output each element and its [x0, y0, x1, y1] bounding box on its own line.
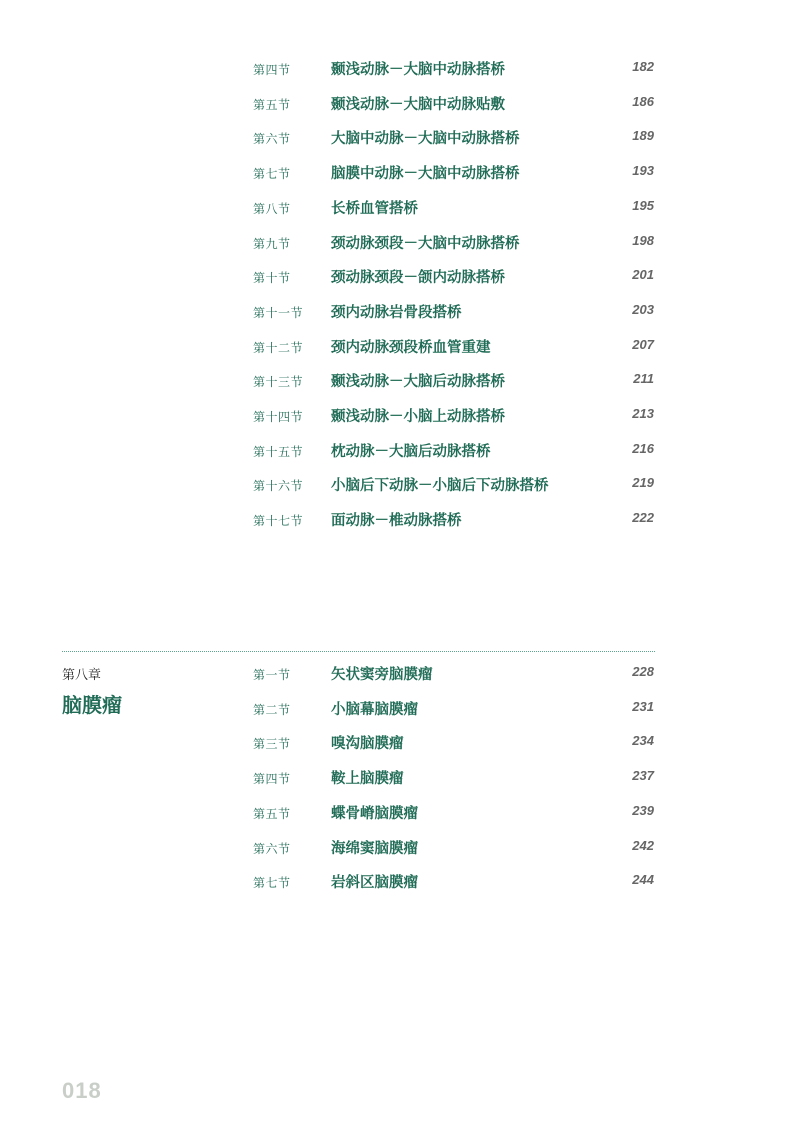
- section-page-number: 207: [632, 336, 654, 352]
- toc-entry[interactable]: [0, 369, 800, 393]
- section-number: 第三节: [253, 737, 291, 752]
- section-number: 第五节: [253, 97, 291, 112]
- section-title[interactable]: 颈动脉颈段－颌内动脉搭桥: [331, 270, 505, 287]
- toc-entry[interactable]: [0, 439, 800, 463]
- section-title[interactable]: 长桥血管搭桥: [331, 200, 418, 217]
- toc-entry[interactable]: [0, 473, 800, 497]
- section-title[interactable]: 颞浅动脉－大脑后动脉搭桥: [331, 374, 505, 391]
- toc-entry[interactable]: [0, 870, 800, 894]
- section-page-number: 189: [632, 128, 654, 144]
- toc-entry[interactable]: [0, 697, 800, 721]
- chapter-label: 第八章: [62, 668, 102, 683]
- section-title[interactable]: 面动脉－椎动脉搭桥: [331, 513, 462, 530]
- toc-entry[interactable]: [0, 836, 800, 860]
- toc-entry[interactable]: [0, 404, 800, 428]
- section-page-number: 242: [632, 837, 654, 853]
- section-page-number: 219: [632, 475, 654, 491]
- section-page-number: 198: [632, 232, 654, 248]
- section-title[interactable]: 颞浅动脉－大脑中动脉搭桥: [331, 62, 505, 78]
- section-title[interactable]: 颈内动脉岩骨段搭桥: [331, 304, 462, 321]
- section-title[interactable]: 小脑后下动脉－小脑后下动脉搭桥: [331, 478, 549, 495]
- section-page-number: 213: [632, 406, 654, 421]
- section-number: 第九节: [253, 236, 291, 251]
- section-number: 第六节: [253, 132, 291, 147]
- toc-entry[interactable]: [0, 57, 800, 81]
- toc-entry[interactable]: [0, 335, 800, 359]
- toc-entry[interactable]: [0, 662, 800, 686]
- section-title[interactable]: 颈动脉颈段－大脑中动脉搭桥: [331, 235, 520, 252]
- section-number: 第十二节: [253, 340, 304, 355]
- section-page-number: 186: [632, 93, 654, 109]
- section-number: 第十七节: [253, 514, 304, 529]
- section-title[interactable]: 小脑幕脑膜瘤: [331, 701, 418, 718]
- section-page-number: 234: [632, 733, 654, 749]
- chapter-divider: [62, 651, 655, 652]
- section-number: 第一节: [253, 668, 291, 682]
- page-number: 018: [62, 1078, 102, 1103]
- toc-entry[interactable]: [0, 126, 800, 150]
- section-page-number: 231: [632, 698, 654, 714]
- toc-entry[interactable]: [0, 231, 800, 255]
- section-title[interactable]: 海绵窦脑膜瘤: [331, 840, 418, 857]
- section-page-number: 201: [632, 267, 654, 283]
- section-number: 第七节: [253, 167, 291, 182]
- section-title[interactable]: 颞浅动脉－大脑中动脉贴敷: [331, 96, 505, 113]
- section-title[interactable]: 岩斜区脑膜瘤: [331, 875, 418, 892]
- toc-entry[interactable]: [0, 801, 800, 825]
- section-page-number: 228: [632, 664, 654, 679]
- section-title[interactable]: 大脑中动脉－大脑中动脉搭桥: [331, 131, 520, 148]
- chapter-title: 脑膜瘤: [62, 693, 122, 717]
- section-title[interactable]: 枕动脉－大脑后动脉搭桥: [331, 443, 491, 460]
- section-page-number: 211: [633, 371, 654, 387]
- section-title[interactable]: 嗅沟脑膜瘤: [331, 736, 404, 753]
- section-number: 第六节: [253, 841, 291, 856]
- toc-entry[interactable]: [0, 731, 800, 755]
- section-page-number: 193: [632, 163, 654, 179]
- section-number: 第七节: [253, 876, 291, 891]
- section-number: 第八节: [253, 201, 291, 216]
- section-number: 第十六节: [253, 479, 304, 494]
- toc-entry[interactable]: [0, 766, 800, 790]
- toc-entry[interactable]: [0, 508, 800, 532]
- section-page-number: 222: [632, 510, 654, 526]
- section-title[interactable]: 鞍上脑膜瘤: [331, 771, 404, 788]
- toc-entry[interactable]: [0, 161, 800, 185]
- section-title[interactable]: 脑膜中动脉－大脑中动脉搭桥: [331, 166, 520, 183]
- section-page-number: 203: [632, 301, 654, 317]
- section-number: 第四节: [253, 63, 291, 77]
- section-title[interactable]: 矢状窦旁脑膜瘤: [331, 667, 433, 683]
- section-number: 第十三节: [253, 375, 304, 390]
- toc-entry[interactable]: [0, 92, 800, 116]
- section-title[interactable]: 蝶骨嵴脑膜瘤: [331, 805, 418, 822]
- toc-entry[interactable]: [0, 300, 800, 324]
- section-title[interactable]: 颈内动脉颈段桥血管重建: [331, 339, 491, 356]
- section-page-number: 195: [632, 197, 654, 213]
- section-number: 第十五节: [253, 444, 304, 459]
- section-number: 第四节: [253, 772, 291, 787]
- section-page-number: 237: [632, 768, 654, 784]
- section-number: 第十四节: [253, 410, 304, 424]
- section-number: 第十节: [253, 271, 291, 286]
- section-page-number: 244: [632, 872, 654, 888]
- section-number: 第十一节: [253, 305, 304, 320]
- section-page-number: 239: [632, 802, 654, 818]
- toc-entry[interactable]: [0, 265, 800, 289]
- toc-entry[interactable]: [0, 196, 800, 220]
- section-number: 第二节: [253, 702, 291, 717]
- section-page-number: 216: [632, 440, 654, 456]
- section-number: 第五节: [253, 806, 291, 821]
- section-title[interactable]: 颞浅动脉－小脑上动脉搭桥: [331, 409, 505, 425]
- section-page-number: 182: [632, 59, 654, 74]
